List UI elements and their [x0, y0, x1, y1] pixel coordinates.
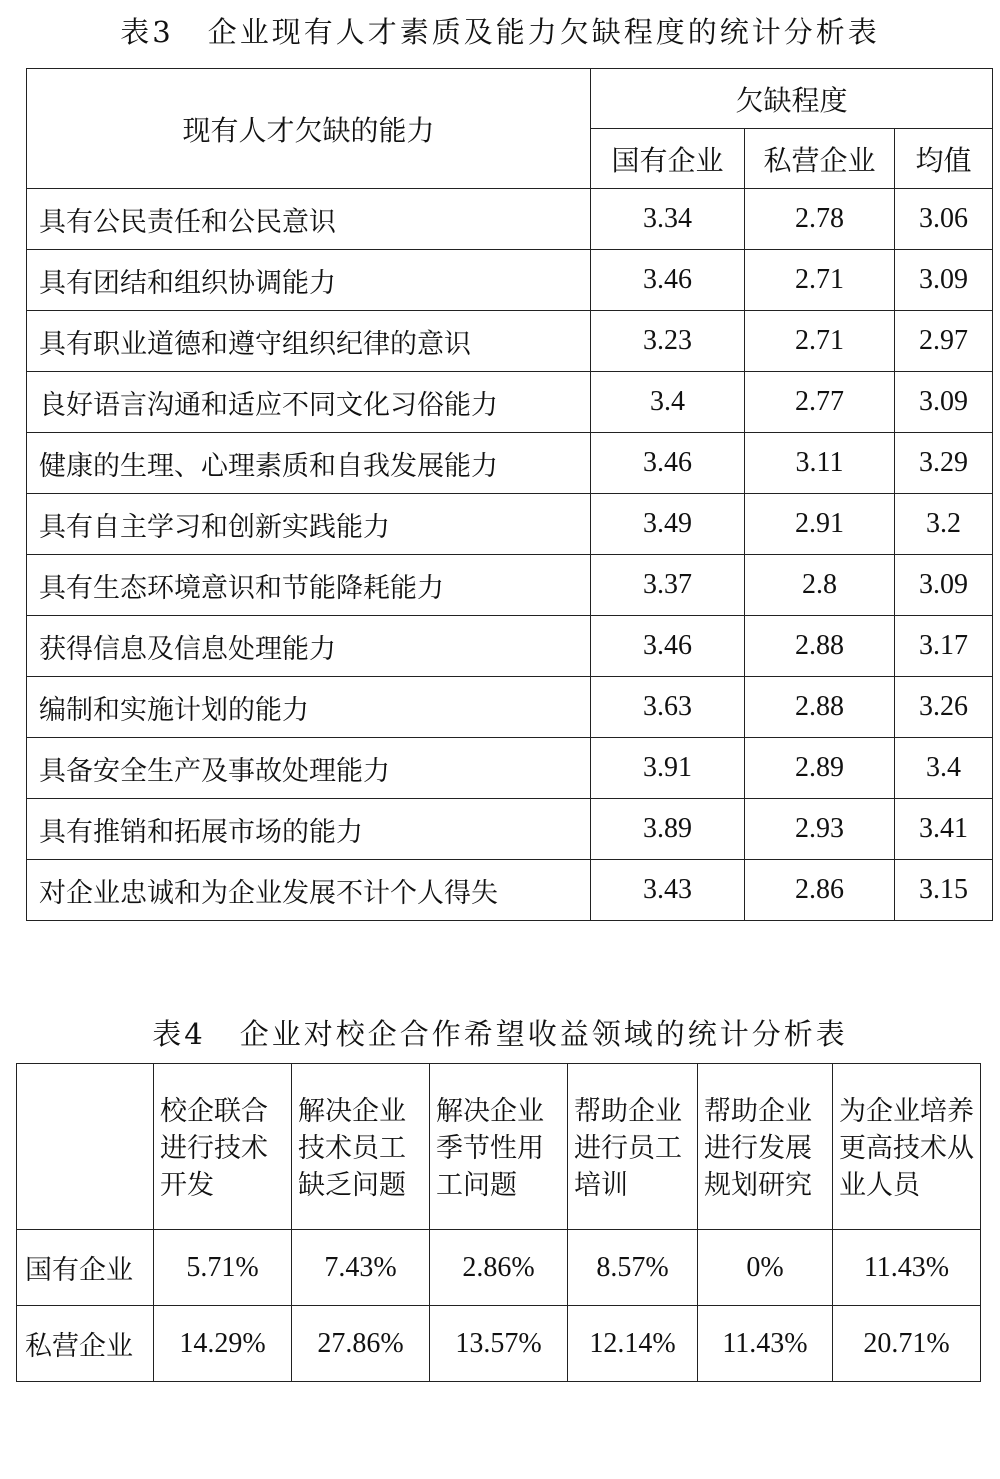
table3-cell: 3.43	[591, 860, 745, 921]
table3-row-label: 具备安全生产及事故处理能力	[27, 738, 591, 799]
table3-row	[27, 555, 993, 616]
table3-cell: 2.88	[745, 677, 895, 738]
table3-col-header: 私营企业	[745, 129, 895, 189]
table3-cell: 2.97	[895, 311, 993, 372]
table3-cell: 2.77	[745, 372, 895, 433]
table3-caption	[0, 10, 1000, 51]
table4-cell: 8.57%	[568, 1230, 698, 1306]
table3-cell: 3.34	[591, 189, 745, 250]
table4-col-header-line: 进行发展	[704, 1133, 812, 1164]
table3-cell: 3.63	[591, 677, 745, 738]
table4-cell: 11.43%	[833, 1230, 981, 1306]
table3-row	[27, 799, 993, 860]
table4-cell: 13.57%	[430, 1306, 568, 1382]
table4-col-header-line: 解决企业	[436, 1096, 544, 1127]
table3-col-header: 均值	[895, 129, 993, 189]
table4-title: 企业对校企合作希望收益领域的统计分析表	[239, 1017, 848, 1051]
table3-cell: 3.23	[591, 311, 745, 372]
table3-cell: 3.46	[591, 250, 745, 311]
table4-col-header	[430, 1064, 568, 1230]
table4-col-header-line: 季节性用	[436, 1133, 544, 1164]
table3-cell: 3.06	[895, 189, 993, 250]
table3-number: 表3	[120, 15, 174, 49]
table3-row	[27, 494, 993, 555]
table4-col-header-line: 缺乏问题	[298, 1170, 406, 1201]
table3-title: 企业现有人才素质及能力欠缺程度的统计分析表	[207, 15, 880, 49]
table4-number: 表4	[152, 1017, 206, 1051]
table3-cell: 2.88	[745, 616, 895, 677]
table3-cell: 3.46	[591, 616, 745, 677]
table4-col-header	[568, 1064, 698, 1230]
table3-cell: 3.09	[895, 555, 993, 616]
table3-cell: 3.46	[591, 433, 745, 494]
table3	[26, 68, 993, 921]
table4-col-header-line: 工问题	[436, 1170, 517, 1201]
table3-cell: 3.89	[591, 799, 745, 860]
table3-cell: 3.15	[895, 860, 993, 921]
table4-col-header-line: 解决企业	[298, 1096, 406, 1127]
table3-row	[27, 738, 993, 799]
table4-col-header-line: 进行员工	[574, 1133, 682, 1164]
table3-cell: 2.93	[745, 799, 895, 860]
table4-cell: 20.71%	[833, 1306, 981, 1382]
table4-cell: 7.43%	[292, 1230, 430, 1306]
table3-cell: 3.09	[895, 250, 993, 311]
table4	[16, 1063, 981, 1382]
table3-cell: 3.11	[745, 433, 895, 494]
table3-row-label: 具有职业道德和遵守组织纪律的意识	[27, 311, 591, 372]
table3-cell: 2.86	[745, 860, 895, 921]
table3-cell: 3.4	[591, 372, 745, 433]
table3-cell: 3.49	[591, 494, 745, 555]
table4-col-header-line: 业人员	[839, 1170, 920, 1201]
table3-row-label: 具有自主学习和创新实践能力	[27, 494, 591, 555]
table3-cell: 3.41	[895, 799, 993, 860]
table3-group-header: 欠缺程度	[591, 69, 993, 129]
table4-col-header	[698, 1064, 833, 1230]
table4-col-header-line: 进行技术	[160, 1133, 268, 1164]
table3-row	[27, 189, 993, 250]
table3-cell: 2.71	[745, 311, 895, 372]
table3-cell: 3.29	[895, 433, 993, 494]
table3-row-label: 编制和实施计划的能力	[27, 677, 591, 738]
table4-col-header-line: 更高技术从	[839, 1133, 974, 1164]
table4-col-header-line: 技术员工	[298, 1133, 406, 1164]
table3-cell: 2.8	[745, 555, 895, 616]
table4-caption	[0, 1012, 1000, 1053]
table4-cell: 5.71%	[154, 1230, 292, 1306]
table4-row-label: 私营企业	[17, 1306, 154, 1382]
table3-row	[27, 860, 993, 921]
table3-row	[27, 311, 993, 372]
table4-col-header	[154, 1064, 292, 1230]
table4-cell: 12.14%	[568, 1306, 698, 1382]
table4-row-label: 国有企业	[17, 1230, 154, 1306]
table3-row-label: 具有推销和拓展市场的能力	[27, 799, 591, 860]
table4-col-header-line: 培训	[574, 1170, 628, 1201]
table4-cell: 27.86%	[292, 1306, 430, 1382]
table4-col-header-line: 规划研究	[704, 1170, 812, 1201]
table3-row-label: 良好语言沟通和适应不同文化习俗能力	[27, 372, 591, 433]
table3-row-label: 对企业忠诚和为企业发展不计个人得失	[27, 860, 591, 921]
table3-row	[27, 250, 993, 311]
table4-col-header-line: 开发	[160, 1170, 214, 1201]
table4-row	[17, 1230, 981, 1306]
table3-row-label: 获得信息及信息处理能力	[27, 616, 591, 677]
table3-row	[27, 372, 993, 433]
table3-row-label: 健康的生理、心理素质和自我发展能力	[27, 433, 591, 494]
table3-cell: 3.17	[895, 616, 993, 677]
table3-cell: 3.91	[591, 738, 745, 799]
table4-col-header-line: 帮助企业	[574, 1096, 682, 1127]
table3-row-label: 具有生态环境意识和节能降耗能力	[27, 555, 591, 616]
table3-cell: 3.09	[895, 372, 993, 433]
table4-col-header	[833, 1064, 981, 1230]
table4-col-header-line: 为企业培养	[839, 1096, 974, 1127]
table3-cell: 2.71	[745, 250, 895, 311]
table3-col-header: 国有企业	[591, 129, 745, 189]
table3-row-label: 具有团结和组织协调能力	[27, 250, 591, 311]
table3-cell: 2.78	[745, 189, 895, 250]
table3-row-label: 具有公民责任和公民意识	[27, 189, 591, 250]
table3-cell: 2.89	[745, 738, 895, 799]
table3-cell: 3.4	[895, 738, 993, 799]
table4-cell: 0%	[698, 1230, 833, 1306]
table3-row	[27, 433, 993, 494]
table3-cell: 3.2	[895, 494, 993, 555]
table4-corner-cell	[17, 1064, 154, 1230]
table3-cell: 3.26	[895, 677, 993, 738]
table4-cell: 2.86%	[430, 1230, 568, 1306]
table4-col-header-line: 帮助企业	[704, 1096, 812, 1127]
table4-cell: 14.29%	[154, 1306, 292, 1382]
table3-row	[27, 616, 993, 677]
table4-row	[17, 1306, 981, 1382]
table3-cell: 3.37	[591, 555, 745, 616]
table3-row	[27, 677, 993, 738]
table4-col-header-line: 校企联合	[160, 1096, 268, 1127]
table3-row-header: 现有人才欠缺的能力	[27, 69, 591, 189]
table4-cell: 11.43%	[698, 1306, 833, 1382]
table4-col-header	[292, 1064, 430, 1230]
table3-cell: 2.91	[745, 494, 895, 555]
